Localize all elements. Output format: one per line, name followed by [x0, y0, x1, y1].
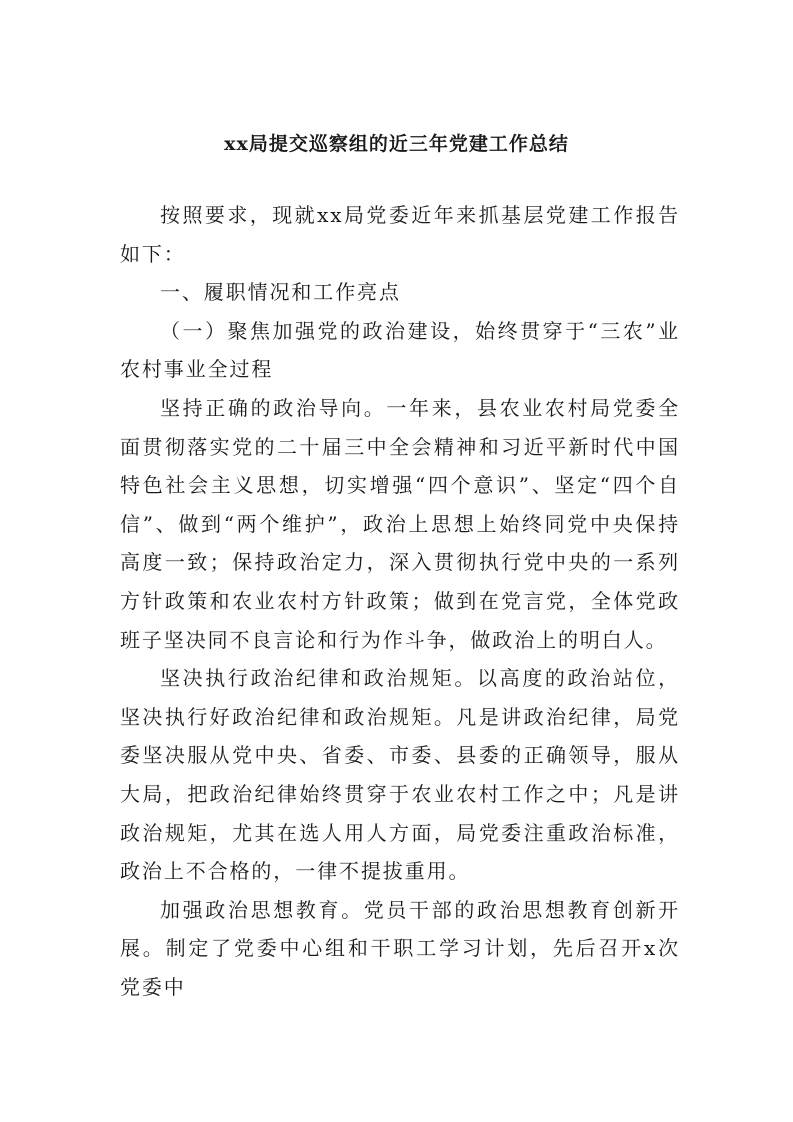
body-paragraph: 加强政治思想教育。党员干部的政治思想教育创新开展。制定了党委中心组和干职工学习计划，先后召开x次党委中 — [120, 897, 680, 999]
document-title: xx局提交巡察组的近三年党建工作总结 — [224, 133, 569, 155]
intro-paragraph: 按照要求，现就xx局党委近年来抓基层党建工作报告如下： — [120, 203, 680, 266]
subsection-heading: （一）聚焦加强党的政治建设，始终贯穿于“三农”业农村事业全过程 — [120, 318, 680, 382]
body-paragraph: 坚决执行政治纪律和政治规矩。以高度的政治站位，坚决执行好政治纪律和政治规矩。凡是讲政治纪律，局党委坚决服从党中央、省委、市委、县委的正确领导，服从大局，把政治纪律始终贯穿于农业农村工作之中；凡是讲政治规矩，尤其在选人用人方面，局党委注重政治标准，政治上不合格的，一律不提拔重用。 — [120, 666, 680, 884]
body-paragraph: 坚持正确的政治导向。一年来，县农业农村局党委全面贯彻落实党的二十届三中全会精神和习近平新时代中国特色社会主义思想，切实增强“四个意识”、坚定“四个自信”、做到“两个维护”，政治上思想上始终同党中央保持高度一致；保持政治定力，深入贯彻执行党中央的一系列方针政策和农业农村方针政策；做到在党言党，全体党政班子坚决同不良言论和行为作斗争，做政治上的明白人。 — [120, 395, 680, 652]
document-body — [120, 196, 680, 1006]
section-heading: 一、履职情况和工作亮点 — [160, 280, 401, 305]
